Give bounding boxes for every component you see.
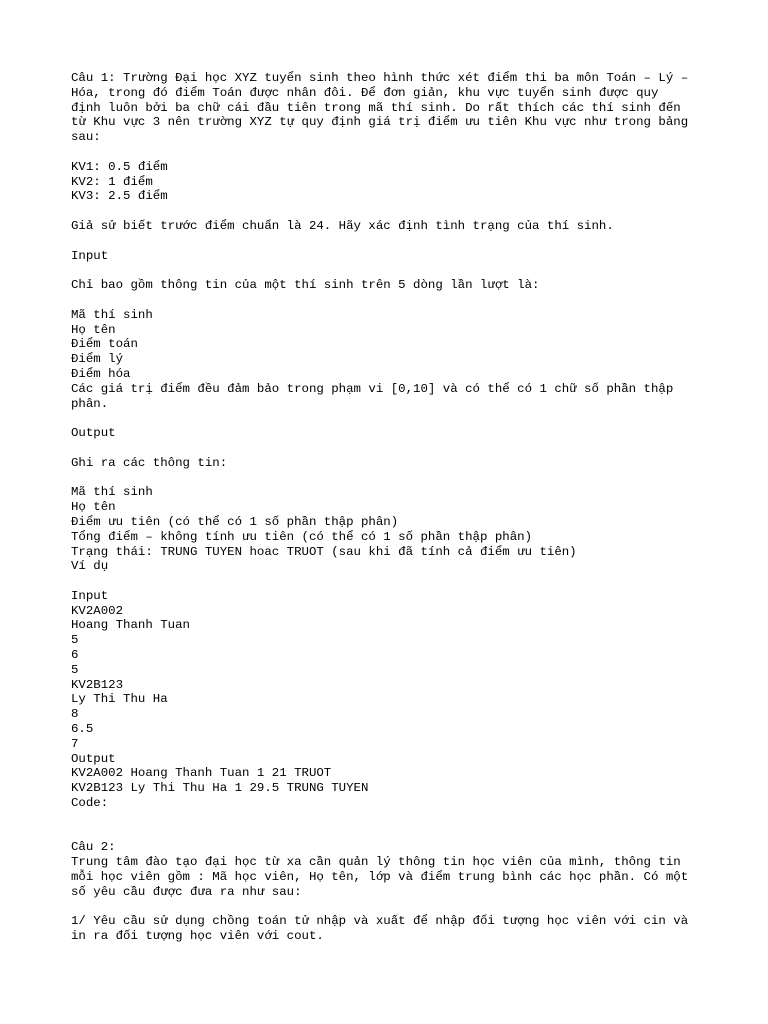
text-line: sau: <box>71 130 101 145</box>
example-heading: Ví dụ <box>71 559 109 574</box>
example-block <box>71 589 711 811</box>
example-line: 8 <box>71 707 79 722</box>
text-line: mỗi học viên gồm : Mã học viên, Họ tên, lớp và điểm trung bình các học phần. Có một <box>71 870 689 885</box>
example-line: 6 <box>71 648 79 663</box>
spacer <box>71 234 711 249</box>
input-intro: Chỉ bao gồm thông tin của một thí sinh trên 5 dòng lần lượt là: <box>71 278 540 293</box>
example-line: 7 <box>71 736 79 751</box>
q2-intro <box>71 855 711 899</box>
input-field: Họ tên <box>71 322 116 337</box>
example-line: Output <box>71 751 116 766</box>
example-line: 6.5 <box>71 722 94 737</box>
input-field: Mã thí sinh <box>71 307 153 322</box>
priority-item: KV3: 2.5 điểm <box>71 189 168 204</box>
example-line: KV2B123 <box>71 677 124 692</box>
output-field: Điểm ưu tiên (có thể có 1 số phần thập phân) <box>71 514 399 529</box>
document-page <box>71 71 711 944</box>
priority-item: KV2: 1 điểm <box>71 174 153 189</box>
output-field-list <box>71 485 711 574</box>
task-statement: Giả sử biết trước điểm chuẩn là 24. Hãy xác định tình trạng của thí sinh. <box>71 218 614 233</box>
priority-list <box>71 160 711 204</box>
text-line: định luôn bởi ba chữ cái đầu tiên trong mã thí sinh. Do rất thích các thí sinh đến <box>71 100 681 115</box>
spacer <box>71 574 711 589</box>
output-intro: Ghi ra các thông tin: <box>71 455 228 470</box>
spacer <box>71 811 711 841</box>
input-constraint: phân. <box>71 396 109 411</box>
spacer <box>71 900 711 915</box>
spacer <box>71 263 711 278</box>
spacer <box>71 204 711 219</box>
text-line: in ra đối tượng học viên với cout. <box>71 929 324 944</box>
output-field: Trạng thái: TRUNG TUYEN hoac TRUOT (sau khi đã tính cả điểm ưu tiên) <box>71 544 577 559</box>
text-line: Hóa, trong đó điểm Toán được nhân đôi. Để đơn giản, khu vực tuyển sinh được quy <box>71 85 659 100</box>
example-line: 5 <box>71 662 79 677</box>
q2-requirement-1 <box>71 914 711 944</box>
input-field: Điểm hóa <box>71 366 131 381</box>
text-line: Câu 1: Trường Đại học XYZ tuyển sinh theo hình thức xét điểm thi ba môn Toán – Lý – <box>71 71 689 85</box>
example-line: KV2A002 <box>71 603 124 618</box>
input-field-list <box>71 308 711 412</box>
q1-intro <box>71 71 711 145</box>
spacer <box>71 293 711 308</box>
output-heading: Output <box>71 426 116 441</box>
text-line: từ Khu vực 3 nên trường XYZ tự quy định giá trị điểm ưu tiên Khu vực như trong bảng <box>71 115 689 130</box>
input-heading: Input <box>71 248 109 263</box>
output-field: Tổng điểm – không tính ưu tiên (có thể có 1 số phần thập phân) <box>71 529 533 544</box>
spacer <box>71 411 711 426</box>
spacer <box>71 441 711 456</box>
spacer <box>71 145 711 160</box>
q2-heading: Câu 2: <box>71 840 116 855</box>
spacer <box>71 471 711 486</box>
text-line: 1/ Yêu cầu sử dụng chồng toán tử nhập và xuất để nhập đối tượng học viên với cin và <box>71 914 689 929</box>
input-constraint: Các giá trị điểm đều đảm bảo trong phạm vi [0,10] và có thể có 1 chữ số phần thập <box>71 381 674 396</box>
code-label: Code: <box>71 796 109 811</box>
input-field: Điểm toán <box>71 337 138 352</box>
example-line: 5 <box>71 633 79 648</box>
priority-item: KV1: 0.5 điểm <box>71 159 168 174</box>
example-line: KV2A002 Hoang Thanh Tuan 1 21 TRUOT <box>71 766 332 781</box>
output-field: Họ tên <box>71 500 116 515</box>
example-line: Hoang Thanh Tuan <box>71 618 190 633</box>
text-line: Trung tâm đào tạo đại học từ xa cần quản lý thông tin học viên của mình, thông tin <box>71 855 681 870</box>
example-line: Input <box>71 588 109 603</box>
input-field: Điểm lý <box>71 352 124 367</box>
output-field: Mã thí sinh <box>71 485 153 500</box>
example-line: Ly Thi Thu Ha <box>71 692 168 707</box>
example-line: KV2B123 Ly Thi Thu Ha 1 29.5 TRUNG TUYEN <box>71 781 369 796</box>
text-line: số yêu cầu được đưa ra như sau: <box>71 884 302 899</box>
